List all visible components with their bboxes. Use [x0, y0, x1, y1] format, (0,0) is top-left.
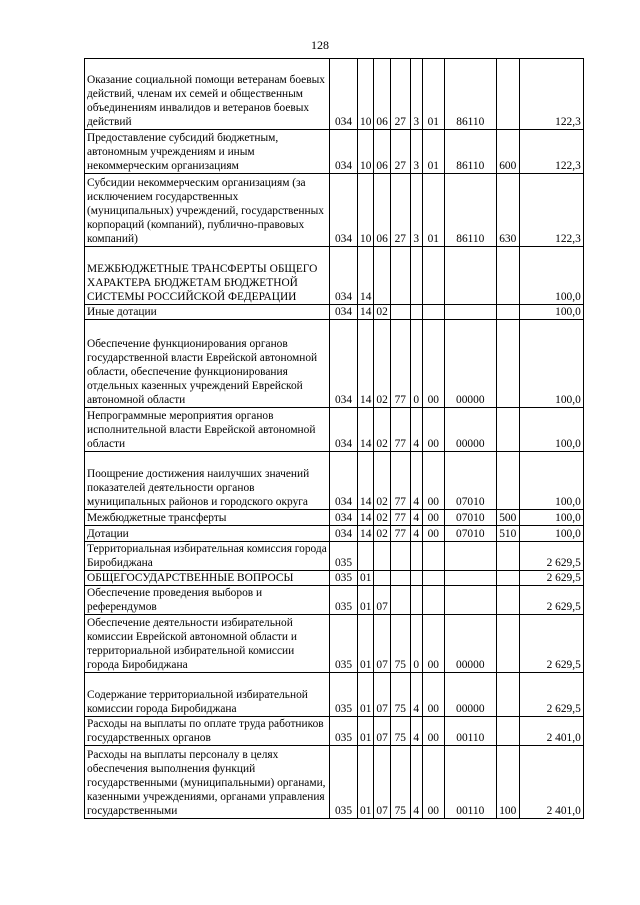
subprogram-code-cell: 4: [410, 717, 422, 746]
subprogram-code-cell: 4: [410, 452, 422, 510]
expense-type-cell: [496, 305, 519, 320]
expense-type-cell: [496, 408, 519, 452]
amount-cell: 2 629,5: [519, 586, 583, 615]
main-event-code-cell: 00: [422, 408, 444, 452]
table-row: [85, 673, 584, 717]
program-code-cell: 77: [390, 320, 410, 408]
admin-code-cell: 034: [330, 59, 358, 130]
main-event-code-cell: 00: [422, 615, 444, 673]
subprogram-code-cell: [410, 542, 422, 571]
amount-cell: 100,0: [519, 320, 583, 408]
admin-code-cell: 034: [330, 452, 358, 510]
main-event-code-cell: 00: [422, 526, 444, 542]
amount-cell: 100,0: [519, 247, 583, 305]
subsection-code-cell: 02: [374, 510, 390, 526]
subprogram-code-cell: 4: [410, 673, 422, 717]
expense-type-cell: [496, 586, 519, 615]
subprogram-code-cell: 4: [410, 510, 422, 526]
program-code-cell: [390, 586, 410, 615]
subsection-code-cell: 07: [374, 673, 390, 717]
expense-type-cell: [496, 542, 519, 571]
program-code-cell: 77: [390, 526, 410, 542]
expense-type-cell: 500: [496, 510, 519, 526]
direction-code-cell: 00110: [444, 717, 496, 746]
direction-code-cell: 07010: [444, 510, 496, 526]
subprogram-code-cell: 3: [410, 59, 422, 130]
row-name-cell: Оказание социальной помощи ветеранам боевых действий, членам их семей и общественным объединениям инвалидов и ветеранов боевых действий: [85, 59, 330, 130]
subsection-code-cell: 02: [374, 320, 390, 408]
amount-cell: 100,0: [519, 510, 583, 526]
expense-type-cell: [496, 452, 519, 510]
table-row: [85, 59, 584, 130]
admin-code-cell: 034: [330, 526, 358, 542]
section-code-cell: 01: [358, 586, 374, 615]
amount-cell: 2 401,0: [519, 717, 583, 746]
admin-code-cell: 034: [330, 247, 358, 305]
direction-code-cell: 86110: [444, 174, 496, 247]
expense-type-cell: [496, 673, 519, 717]
program-code-cell: [390, 247, 410, 305]
row-name-cell: ОБЩЕГОСУДАРСТВЕННЫЕ ВОПРОСЫ: [85, 571, 330, 586]
subsection-code-cell: 07: [374, 717, 390, 746]
section-code-cell: 01: [358, 571, 374, 586]
program-code-cell: 75: [390, 717, 410, 746]
direction-code-cell: [444, 542, 496, 571]
admin-code-cell: 035: [330, 717, 358, 746]
main-event-code-cell: [422, 542, 444, 571]
expense-type-cell: 510: [496, 526, 519, 542]
subsection-code-cell: 07: [374, 615, 390, 673]
direction-code-cell: [444, 586, 496, 615]
admin-code-cell: 035: [330, 673, 358, 717]
program-code-cell: 27: [390, 130, 410, 174]
expense-type-cell: 630: [496, 174, 519, 247]
budget-table: [84, 58, 584, 819]
subprogram-code-cell: [410, 586, 422, 615]
subsection-code-cell: 07: [374, 746, 390, 819]
admin-code-cell: 034: [330, 130, 358, 174]
subprogram-code-cell: 3: [410, 174, 422, 247]
table-row: [85, 174, 584, 247]
direction-code-cell: 86110: [444, 130, 496, 174]
row-name-cell: Иные дотации: [85, 305, 330, 320]
table-row: [85, 408, 584, 452]
subsection-code-cell: 02: [374, 408, 390, 452]
subprogram-code-cell: 4: [410, 408, 422, 452]
expense-type-cell: [496, 247, 519, 305]
direction-code-cell: 07010: [444, 452, 496, 510]
amount-cell: 2 629,5: [519, 615, 583, 673]
table-row: [85, 746, 584, 819]
subprogram-code-cell: [410, 571, 422, 586]
section-code-cell: 14: [358, 408, 374, 452]
direction-code-cell: 00000: [444, 408, 496, 452]
main-event-code-cell: 01: [422, 174, 444, 247]
section-code-cell: [358, 542, 374, 571]
section-code-cell: 01: [358, 615, 374, 673]
table-row: [85, 320, 584, 408]
main-event-code-cell: 01: [422, 130, 444, 174]
amount-cell: 2 629,5: [519, 542, 583, 571]
program-code-cell: 77: [390, 510, 410, 526]
subprogram-code-cell: 0: [410, 320, 422, 408]
subprogram-code-cell: [410, 305, 422, 320]
main-event-code-cell: 00: [422, 746, 444, 819]
row-name-cell: Субсидии некоммерческим организациям (за исключением государственных (муниципальных) учреждений, государственных корпораций (компаний), публично-правовых компаний): [85, 174, 330, 247]
main-event-code-cell: [422, 586, 444, 615]
row-name-cell: МЕЖБЮДЖЕТНЫЕ ТРАНСФЕРТЫ ОБЩЕГО ХАРАКТЕРА БЮДЖЕТАМ БЮДЖЕТНОЙ СИСТЕМЫ РОССИЙСКОЙ ФЕДЕРАЦИИ: [85, 247, 330, 305]
row-name-cell: Обеспечение функционирования органов государственной власти Еврейской автономной области, обеспечение функционирования отдельных казенных учреждений Еврейской автономной области: [85, 320, 330, 408]
section-code-cell: 01: [358, 746, 374, 819]
subsection-code-cell: 06: [374, 174, 390, 247]
table-row: [85, 247, 584, 305]
program-code-cell: 77: [390, 452, 410, 510]
section-code-cell: 14: [358, 247, 374, 305]
amount-cell: 122,3: [519, 174, 583, 247]
table-row: [85, 305, 584, 320]
table-row: [85, 526, 584, 542]
table-row: [85, 615, 584, 673]
row-name-cell: Дотации: [85, 526, 330, 542]
amount-cell: 2 629,5: [519, 571, 583, 586]
subprogram-code-cell: [410, 247, 422, 305]
amount-cell: 100,0: [519, 452, 583, 510]
section-code-cell: 01: [358, 673, 374, 717]
subprogram-code-cell: 4: [410, 526, 422, 542]
table-row: [85, 586, 584, 615]
section-code-cell: 01: [358, 717, 374, 746]
table-row: [85, 717, 584, 746]
program-code-cell: 75: [390, 615, 410, 673]
amount-cell: 122,3: [519, 59, 583, 130]
expense-type-cell: 600: [496, 130, 519, 174]
program-code-cell: [390, 571, 410, 586]
amount-cell: 2 629,5: [519, 673, 583, 717]
page-number: 128: [311, 38, 329, 52]
table-row: [85, 542, 584, 571]
admin-code-cell: 035: [330, 571, 358, 586]
row-name-cell: Обеспечение проведения выборов и референдумов: [85, 586, 330, 615]
subsection-code-cell: 02: [374, 305, 390, 320]
amount-cell: 100,0: [519, 408, 583, 452]
admin-code-cell: 034: [330, 320, 358, 408]
admin-code-cell: 034: [330, 174, 358, 247]
subsection-code-cell: 07: [374, 586, 390, 615]
main-event-code-cell: 00: [422, 717, 444, 746]
amount-cell: 100,0: [519, 526, 583, 542]
row-name-cell: Обеспечение деятельности избирательной комиссии Еврейской автономной области и территориальной избирательной комиссии города Биробиджана: [85, 615, 330, 673]
direction-code-cell: 00000: [444, 320, 496, 408]
expense-type-cell: [496, 59, 519, 130]
direction-code-cell: 00000: [444, 673, 496, 717]
main-event-code-cell: 00: [422, 320, 444, 408]
amount-cell: 2 401,0: [519, 746, 583, 819]
admin-code-cell: 034: [330, 408, 358, 452]
program-code-cell: [390, 305, 410, 320]
row-name-cell: Межбюджетные трансферты: [85, 510, 330, 526]
section-code-cell: 14: [358, 452, 374, 510]
admin-code-cell: 035: [330, 746, 358, 819]
row-name-cell: Непрограммные мероприятия органов исполнительной власти Еврейской автономной области: [85, 408, 330, 452]
direction-code-cell: 07010: [444, 526, 496, 542]
main-event-code-cell: [422, 571, 444, 586]
main-event-code-cell: 01: [422, 59, 444, 130]
amount-cell: 122,3: [519, 130, 583, 174]
subsection-code-cell: 06: [374, 130, 390, 174]
expense-type-cell: 100: [496, 746, 519, 819]
table-row: [85, 130, 584, 174]
subsection-code-cell: 02: [374, 526, 390, 542]
section-code-cell: 14: [358, 526, 374, 542]
subsection-code-cell: 02: [374, 452, 390, 510]
table-row: [85, 452, 584, 510]
admin-code-cell: 034: [330, 510, 358, 526]
section-code-cell: 14: [358, 320, 374, 408]
subsection-code-cell: [374, 247, 390, 305]
direction-code-cell: [444, 305, 496, 320]
row-name-cell: Предоставление субсидий бюджетным, автономным учреждениям и иным некоммерческим организациям: [85, 130, 330, 174]
direction-code-cell: 00110: [444, 746, 496, 819]
admin-code-cell: 035: [330, 586, 358, 615]
subsection-code-cell: [374, 542, 390, 571]
program-code-cell: [390, 542, 410, 571]
section-code-cell: 10: [358, 130, 374, 174]
subprogram-code-cell: 3: [410, 130, 422, 174]
subsection-code-cell: 06: [374, 59, 390, 130]
table-body: [85, 59, 584, 819]
main-event-code-cell: 00: [422, 452, 444, 510]
main-event-code-cell: [422, 247, 444, 305]
expense-type-cell: [496, 717, 519, 746]
table-row: [85, 571, 584, 586]
program-code-cell: 77: [390, 408, 410, 452]
program-code-cell: 27: [390, 174, 410, 247]
admin-code-cell: 034: [330, 305, 358, 320]
main-event-code-cell: 00: [422, 510, 444, 526]
subsection-code-cell: [374, 571, 390, 586]
admin-code-cell: 035: [330, 542, 358, 571]
section-code-cell: 10: [358, 174, 374, 247]
expense-type-cell: [496, 615, 519, 673]
row-name-cell: Поощрение достижения наилучших значений показателей деятельности органов муниципальных районов и городского округа: [85, 452, 330, 510]
row-name-cell: Территориальная избирательная комиссия города Биробиджана: [85, 542, 330, 571]
table-row: [85, 510, 584, 526]
subprogram-code-cell: 4: [410, 746, 422, 819]
row-name-cell: Расходы на выплаты по оплате труда работников государственных органов: [85, 717, 330, 746]
amount-cell: 100,0: [519, 305, 583, 320]
row-name-cell: Содержание территориальной избирательной комиссии города Биробиджана: [85, 673, 330, 717]
program-code-cell: 75: [390, 746, 410, 819]
direction-code-cell: 00000: [444, 615, 496, 673]
program-code-cell: 75: [390, 673, 410, 717]
direction-code-cell: 86110: [444, 59, 496, 130]
section-code-cell: 14: [358, 305, 374, 320]
expense-type-cell: [496, 571, 519, 586]
main-event-code-cell: 00: [422, 673, 444, 717]
section-code-cell: 14: [358, 510, 374, 526]
expense-type-cell: [496, 320, 519, 408]
admin-code-cell: 035: [330, 615, 358, 673]
subprogram-code-cell: 0: [410, 615, 422, 673]
direction-code-cell: [444, 571, 496, 586]
direction-code-cell: [444, 247, 496, 305]
row-name-cell: Расходы на выплаты персоналу в целях обеспечения выполнения функций государственными (муниципальными) органами, казенными учреждениями, органами управления государственными: [85, 746, 330, 819]
program-code-cell: 27: [390, 59, 410, 130]
main-event-code-cell: [422, 305, 444, 320]
section-code-cell: 10: [358, 59, 374, 130]
